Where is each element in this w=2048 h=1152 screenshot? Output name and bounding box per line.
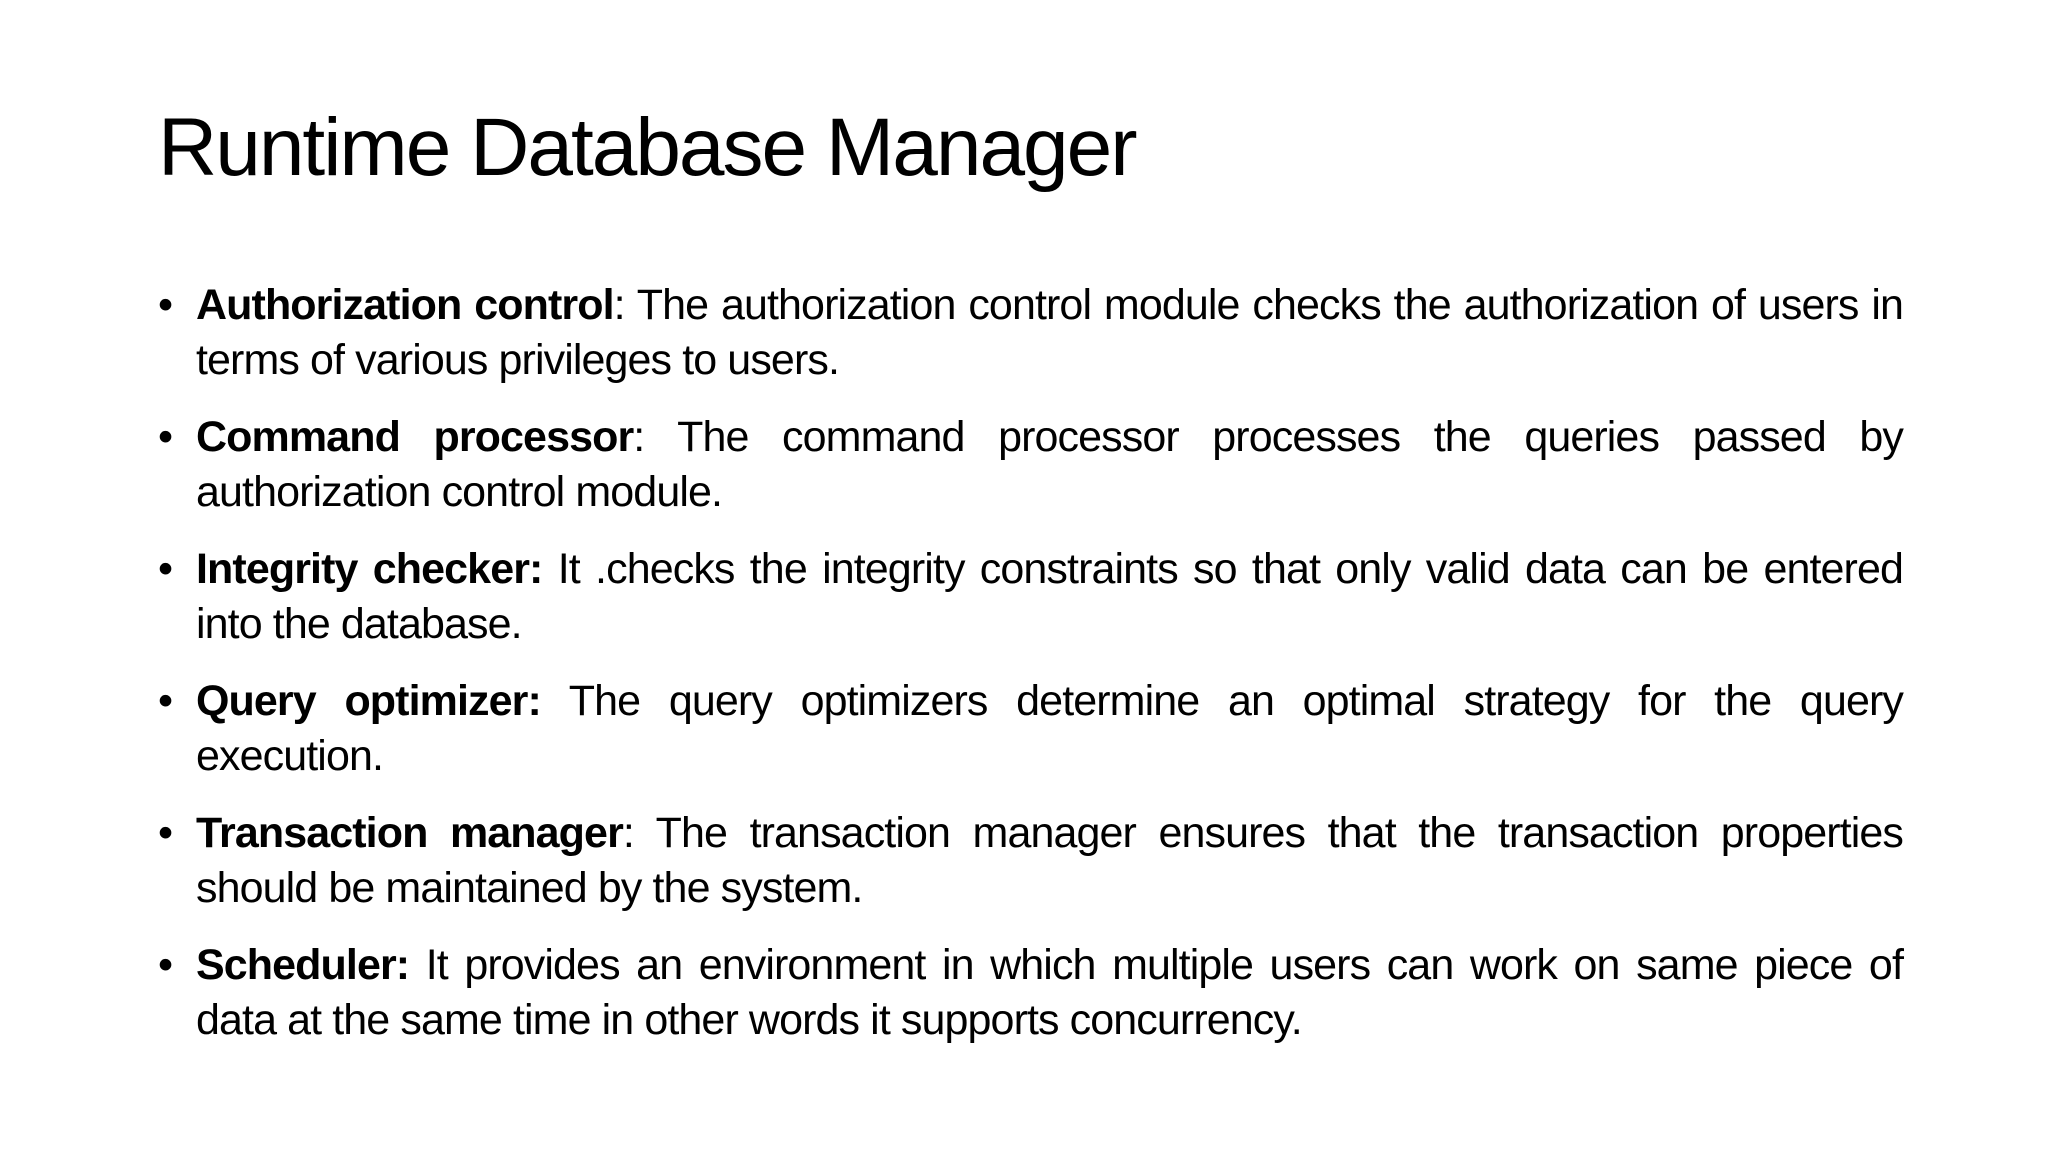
- bullet-item-integrity-checker: [158, 542, 1903, 652]
- bullet-item-authorization-control: [158, 278, 1903, 388]
- bullet-text: The command processor processes the queries passed by authorization control module.: [196, 413, 1903, 516]
- bullet-separator: :: [613, 281, 625, 329]
- bullet-term: Scheduler:: [196, 941, 410, 989]
- bullet-icon: •: [158, 809, 173, 857]
- bullet-item-query-optimizer: [158, 674, 1903, 784]
- bullet-term: Integrity checker:: [196, 545, 543, 593]
- bullet-text: The transaction manager ensures that the transaction properties should be maintained by the system.: [196, 809, 1903, 912]
- bullet-term: Command processor: [196, 413, 634, 461]
- bullet-text: The query optimizers determine an optimal strategy for the query execution.: [196, 677, 1903, 780]
- bullet-icon: •: [158, 281, 173, 329]
- bullet-icon: •: [158, 677, 173, 725]
- bullet-icon: •: [158, 413, 173, 461]
- bullet-term: Query optimizer:: [196, 677, 541, 725]
- bullet-separator: :: [633, 413, 645, 461]
- bullet-list: [158, 278, 1903, 1070]
- bullet-text: The authorization control module checks the authorization of users in terms of various privileges to users.: [196, 281, 1904, 384]
- bullet-text: It provides an environment in which multiple users can work on same piece of data at the same time in other words it supports concurrency.: [196, 941, 1903, 1044]
- bullet-term: Authorization control: [196, 281, 614, 329]
- bullet-icon: •: [158, 941, 173, 989]
- bullet-item-command-processor: [158, 410, 1903, 520]
- bullet-term: Transaction manager: [196, 809, 623, 857]
- bullet-item-transaction-manager: [158, 806, 1903, 916]
- bullet-separator: :: [622, 809, 634, 857]
- bullet-item-scheduler: [158, 938, 1903, 1048]
- bullet-text: It .checks the integrity constraints so that only valid data can be entered into the database.: [196, 545, 1903, 648]
- slide-title: Runtime Database Manager: [158, 102, 1136, 193]
- bullet-icon: •: [158, 545, 173, 593]
